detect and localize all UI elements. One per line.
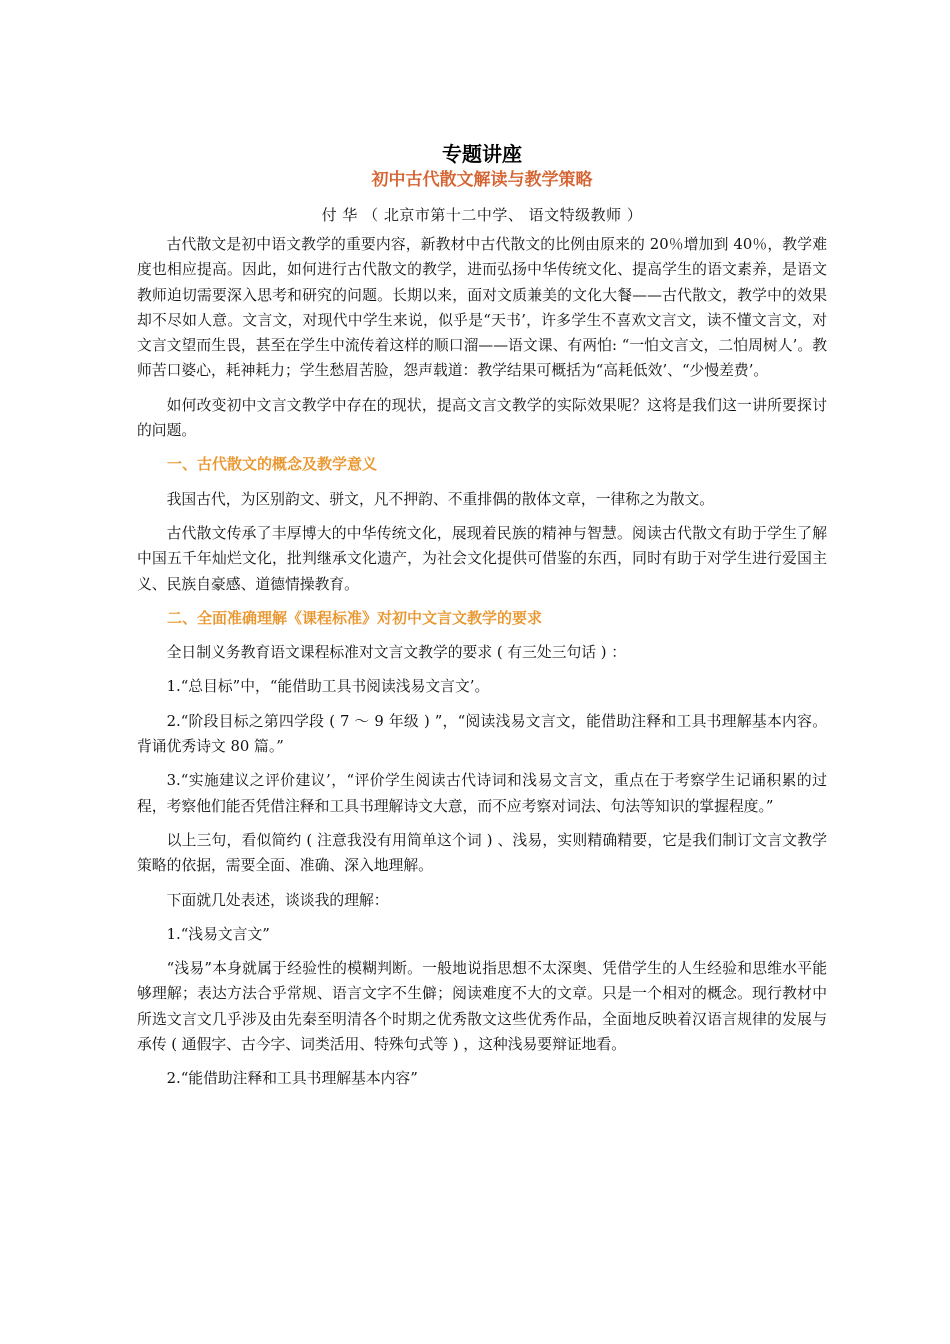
author-line: 付 华 （ 北京市第十二中学、 语文特级教师 ） — [321, 206, 643, 224]
section-heading-2: 二、全面准确理解《课程标准》对初中文言文教学的要求 — [167, 608, 543, 627]
section-heading-1: 一、古代散文的概念及教学意义 — [167, 455, 378, 474]
paragraph-transition: 下面就几处表述，谈谈我的理解： — [166, 891, 389, 909]
paragraph-intro: 古代散文是初中语文教学的重要内容，新教材中古代散文的比例由原来的 20％增加到 40％，教学难度也相应提高。因此，如何进行古代散文的教学，进而弘扬中华传统文化、提高学生的语文素养，是语文教师迫切需要深入思考和研究的问题。长期以来，面对文质兼美的文化大餐——古代散文，教学中的效果却不尽如人意。文言文，对现代中学生来说，似乎是“天书’，许多学生不喜欢文言文，读不懂文言文，对文言文望而生畏，甚至在学生中流传着这样的顺口溜——语文课、有两怕: “一怕文言文，二怕周树人’。教师苦口婆心，耗神耗力；学生愁眉苦脸，怨声载道：教学结果可概括为“高耗低效’、“少慢差费’。 — [137, 236, 827, 380]
list-item-goal-2: 2.“阶段目标之第四学段 ( 7 ～ 9 年级 ) ”，“阅读浅易文言文，能借助注释和工具书理解基本内容。背诵优秀诗文 80 篇。” — [137, 712, 827, 756]
paragraph-definition: 我国古代，为区别韵文、骈文，凡不押韵、不重排偶的散体文章，一律称之为散文。 — [166, 490, 715, 508]
article-subtitle: 初中古代散文解读与教学策略 — [371, 170, 593, 190]
paragraph-simple-explanation: “浅易”本身就属于经验性的模糊判断。一般地说指思想不太深奥、凭借学生的人生经验和思维水平能够理解；表达方法合乎常规、语言文字不生僻；阅读难度不大的文章。只是一个相对的概念。现行教材中所选文言文几乎涉及由先秦至明清各个时期之优秀散文这些优秀作品，全面地反映着汉语言规律的发展与承传 ( 通假字、古今字、词类活用、特殊句式等 ) ，这种浅易要辩证地看。 — [137, 960, 827, 1054]
paragraph-summary: 以上三句，看似简约 ( 注意我没有用简单这个词 ) 、浅易，实则精确精要，它是我们制订文言文教学策略的依据，需要全面、准确、深入地理解。 — [137, 831, 827, 875]
lecture-title: 专题讲座 — [442, 142, 522, 166]
document-page — [137, 140, 827, 1101]
paragraph-question: 如何改变初中文言文教学中存在的现状，提高文言文教学的实际效果呢？这将是我们这一讲所要探讨的问题。 — [137, 396, 827, 440]
paragraph-significance: 古代散文传承了丰厚博大的中华传统文化，展现着民族的精神与智慧。阅读古代散文有助于学生了解中国五千年灿烂文化，批判继承文化遗产，为社会文化提供可借鉴的东西，同时有助于对学生进行爱国主义、民族自豪感、道德情操教育。 — [137, 524, 827, 593]
subheading-simple-classical: 1.“浅易文言文” — [166, 925, 270, 943]
subheading-annotations: 2.“能借助注释和工具书理解基本内容” — [166, 1070, 418, 1088]
list-item-goal-3: 3.“实施建议之评价建议’，“评价学生阅读古代诗词和浅易文言文，重点在于考察学生记诵积累的过程，考察他们能否凭借注释和工具书理解诗文大意，而不应考察对词法、句法等知识的掌握程度。” — [137, 772, 827, 815]
paragraph-standard-intro: 全日制义务教育语文课程标准对文言文教学的要求 ( 有三处三句话 ) ： — [166, 644, 627, 662]
list-item-goal-1: 1.“总目标”中，“能借助工具书阅读浅易文言文’。 — [166, 678, 490, 696]
